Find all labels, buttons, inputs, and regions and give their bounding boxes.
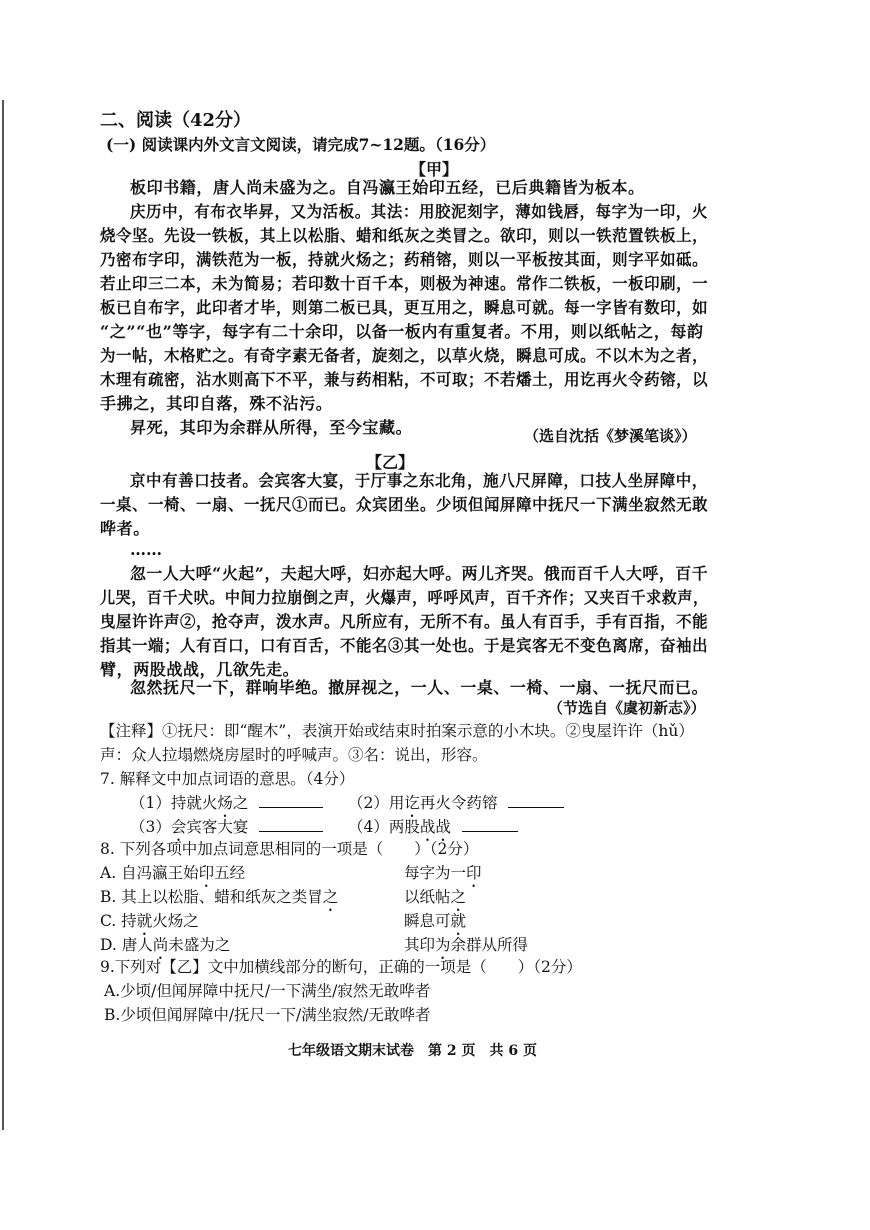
passage-jia-line: 乃密布字印，满铁范为一板，持就火炀之；药稍镕，则以一平板按其面，则字平如砥。 <box>100 250 709 269</box>
q7-item-no: （2） <box>348 794 389 812</box>
option-right-dotted: 就 <box>450 912 467 930</box>
passage-yi-line: 指其一端；人有百口，口有百舌，不能名③其一处也。于是宾客无不变色离席，奋袖出 <box>100 636 709 655</box>
option-right-text: 瞬息可 <box>404 912 451 930</box>
section-title: 二、阅读（42分） <box>100 110 252 131</box>
q9-option-a[interactable]: A.少顷/但闻屏障中抚尺/一下满坐/寂然无敢哗者 <box>104 982 431 1000</box>
option-right-text: 余群从所得 <box>450 936 529 954</box>
q7-item-no: （3） <box>130 818 171 836</box>
option-left-dotted: 就 <box>136 912 153 930</box>
passage-yi-line: 哗者。 <box>100 519 150 538</box>
passage-yi-source: （节选自《虞初新志》） <box>548 699 706 717</box>
notes-line: 【注释】①抚尺：即“醒木”，表演开始或结束时拍案示意的小木块。②曳屋许许（hǔ） <box>100 722 694 740</box>
passage-yi-line: 儿哭，百千犬吠。中间力拉崩倒之声，火爆声，呼呼风声，百千齐作；又夹百千求救声， <box>100 588 709 607</box>
option-left-dotted: 之 <box>322 888 339 906</box>
q9-option-b[interactable]: B.少顷但闻屏障中/抚尺一下/满坐寂然/无敢哗者 <box>104 1006 431 1024</box>
option-right-dotted: 为 <box>435 936 451 954</box>
passage-jia-line: 为一帖，木格贮之。有奇字素无备者，旋刻之，以草火烧，瞬息可成。不以木为之者， <box>100 346 709 365</box>
passage-yi-line: 京中有善口技者。会宾客大宴，于厅事之东北角，施八尺屏障，口技人坐屏障中， <box>130 471 708 490</box>
option-left-text: 唐人 <box>121 936 153 954</box>
q8-stem: 8. 下列各项中加点词意思相同的一项是（ ）（2分） <box>100 840 479 858</box>
passage-yi-line: 曳屋许许声②，抢夺声，泼水声。凡所应有，无所不有。虽人有百手，手有百指，不能 <box>100 612 709 631</box>
answer-blank[interactable] <box>508 793 564 808</box>
passage-jia-line: 若止印三二本，未为简易；若印数十百千本，则极为神速。常作二铁板，一板印刷，一 <box>100 274 709 293</box>
option-right-dotted: 之 <box>450 888 467 906</box>
section-subtitle: (一) 阅读课内外文言文阅读，请完成7~12题。（16分） <box>106 135 496 154</box>
answer-blank[interactable] <box>462 817 518 832</box>
passage-yi-line: 忽然抚尺一下，群响毕绝。撤屏视之，一人、一桌、一椅、一扇、一抚尺而已。 <box>130 678 709 697</box>
q7-item-post: 宾客大宴 <box>186 818 249 836</box>
option-right-text: 以纸帖 <box>404 888 451 906</box>
page-footer: 七年级语文期末试卷 第 2 页 共 6 页 <box>288 1043 537 1059</box>
q7-item-post: 再火令药镕 <box>419 794 498 812</box>
passage-yi-ellipsis: …… <box>130 540 162 559</box>
q7-stem: 7. 解释文中加点词语的意思。（4分） <box>100 770 355 788</box>
q7-item-pre: 持就火 <box>170 794 218 812</box>
passage-jia-line: 手拂之，其印自落，殊不沾污。 <box>100 394 333 413</box>
option-left-dotted: 尚 <box>152 936 169 954</box>
option-label: A. <box>100 864 117 882</box>
q7-item-pre: 用 <box>388 794 405 812</box>
passage-yi-line: 一桌、一椅、一扇、一抚尺①而已。众宾团坐。少顷但闻屏障中抚尺一下满坐寂然无敢 <box>100 495 709 514</box>
passage-yi-line: 臂，两股战战，几欲先走。 <box>100 660 300 679</box>
option-left-text: 火炀之 <box>152 912 199 930</box>
passage-jia-line: 烧令坚。先设一铁板，其上以松脂、蜡和纸灰之类冒之。欲印，则以一铁范置铁板上， <box>100 226 709 245</box>
option-left-text: 未盛为之 <box>168 936 231 954</box>
q9-stem: 9.下列对【乙】文中加横线部分的断句，正确的一项是（ ）（2分） <box>100 958 582 976</box>
passage-jia-line: 昇死，其印为余群从所得，至今宝藏。 <box>130 418 413 437</box>
option-right-text: 每字为一 <box>404 864 467 882</box>
answer-blank[interactable] <box>259 793 323 808</box>
scan-edge-line <box>2 100 4 1130</box>
option-left-text: 其上以松脂、蜡和纸灰之类冒 <box>121 888 323 906</box>
passage-jia-line: 木理有疏密，沾水则高下不平，兼与药相粘，不可取；不若燔土，用讫再火令药镕，以 <box>100 370 709 389</box>
option-left-text: 持 <box>121 912 137 930</box>
passage-yi-heading: 【乙】 <box>366 453 415 472</box>
option-right-dotted: 印 <box>466 864 482 882</box>
option-label: D. <box>100 936 117 954</box>
passage-jia-source: （选自沈括《梦溪笔谈》） <box>524 427 697 445</box>
passage-jia-line: 板已自布字，此印者才毕，则第二板已具，更互用之，瞬息可就。每一字皆有数印，如 <box>100 298 709 317</box>
q7-item-no: （4） <box>348 818 389 836</box>
q7-item-post: 之 <box>232 794 249 812</box>
q7-item-pre: 两股 <box>388 818 420 836</box>
option-label: B. <box>100 888 117 906</box>
option-left-text: 五经 <box>214 864 246 882</box>
passage-jia-line: 庆历中，有布衣毕昇，又为活板。其法：用胶泥刻字，薄如钱唇，每字为一印，火 <box>130 202 708 221</box>
notes-line: 声：众人拉塌燃烧房屋时的呼喊声。③名：说出，形容。 <box>100 746 488 764</box>
passage-jia-line: 板印书籍，唐人尚未盛为之。自冯瀛王始印五经，已后典籍皆为板本。 <box>130 178 645 197</box>
passage-jia-line: “之”“也”等字，每字有二十余印，以备一板内有重复者。不用，则以纸帖之，每韵 <box>100 322 704 341</box>
option-right-text: 其印 <box>404 936 436 954</box>
passage-jia-heading: 【甲】 <box>410 160 459 179</box>
q7-item-dotted: 讫 <box>404 794 420 812</box>
option-label: C. <box>100 912 117 930</box>
answer-blank[interactable] <box>259 817 323 832</box>
option-left-text: 自冯瀛王始 <box>121 864 199 882</box>
q7-item-dotted: 炀 <box>217 794 233 812</box>
q7-item-no: （1） <box>130 794 171 812</box>
passage-yi-line: 忽一人大呼“火起”，夫起大呼，妇亦起大呼。两儿齐哭。俄而百千人大呼，百千 <box>130 564 709 583</box>
q7-item-dotted: 战战 <box>419 818 451 836</box>
q7-item-dotted: 会 <box>170 818 187 836</box>
option-left-dotted: 印 <box>198 864 215 882</box>
